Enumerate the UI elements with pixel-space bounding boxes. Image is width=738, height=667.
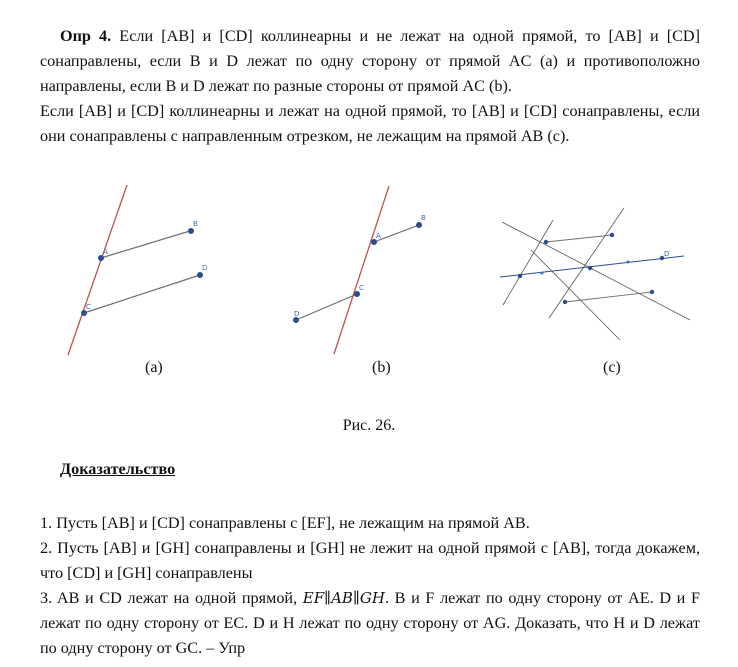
segment-cd-a [84, 275, 200, 313]
label-d-a: D [202, 264, 208, 272]
proof-title: Доказательство [60, 460, 176, 478]
definition-label: Опр 4. [60, 27, 112, 45]
proof-block [40, 511, 700, 661]
point-c-p8 [541, 272, 544, 275]
line-c-4 [549, 208, 624, 318]
definition-paragraph-2: Если [AB] и [CD] коллинеарны и лежат на одной прямой, то [AB] и [CD] сонаправлены, если они сонаправлены с направленным отрезком, не лежащим на прямой AB (c). [40, 102, 700, 145]
point-c-p6 [563, 300, 567, 304]
figure-c [500, 208, 690, 340]
line-ac-a [68, 185, 127, 355]
label-b-a: B [193, 220, 198, 228]
figure-b [293, 186, 426, 354]
point-c-p1 [518, 274, 522, 278]
segment-c-top [546, 235, 612, 242]
figure-caption: Рис. 26. [342, 417, 396, 434]
point-c-p4 [588, 266, 592, 270]
proof-item-2: 2. Пусть [AB] и [GH] сонаправлены и [GH] не лежит на одной прямой с [AB], тогда докажем, что [CD] и [GH] сонаправлены [40, 539, 700, 582]
segment-c-bottom [565, 292, 652, 302]
line-c-main [500, 256, 684, 277]
point-b-b [416, 222, 422, 228]
point-c-p2 [544, 240, 548, 244]
proof-item-3 [40, 586, 700, 661]
label-a-a: A [103, 248, 108, 256]
label-a-b: A [376, 232, 381, 240]
subcaption-a: (a) [145, 359, 163, 376]
label-c-b: C [359, 284, 364, 292]
segment-cd-b [296, 294, 357, 320]
segment-ab-a [101, 231, 190, 258]
proof-item-3-end: . B и F лежат по одну сторону от AE. D и F лежат по одну сторону от EC. D и H лежат по одну сторону от AG. Доказать, что H и D лежат по одну сторону от GC. – Упр [40, 589, 700, 657]
proof-item-1: 1. Пусть [AB] и [CD] сонаправлены с [EF], не лежащим на прямой AB. [40, 514, 530, 532]
label-c-a: C [86, 303, 91, 311]
point-d-a [197, 272, 203, 278]
definition-text-1: Если [AB] и [CD] коллинеарны и не лежат на одной прямой, то [AB] и [CD] сонаправлены, если B и D лежат по одну сторону от прямой AC (a) и противоположно направлены, если B и D лежат по разные стороны от прямой AC (b). [40, 27, 700, 95]
point-c-p3 [610, 233, 614, 237]
point-b-a [188, 228, 194, 234]
figure-a [68, 185, 207, 355]
subcaption-b: (b) [372, 359, 391, 376]
point-c-p9 [627, 261, 630, 264]
line-c-6 [531, 250, 620, 340]
label-d-b: D [294, 310, 300, 318]
point-c-p7 [650, 290, 654, 294]
label-b-b: B [421, 214, 426, 222]
label-d-c: D [664, 250, 670, 258]
line-ac-b [334, 186, 389, 354]
subcaption-c: (c) [603, 359, 621, 376]
proof-item-3-start: 3. AB и CD лежат на одной прямой, [40, 589, 303, 607]
proof-item-3-math: EF∥AB∥GH [302, 589, 385, 607]
